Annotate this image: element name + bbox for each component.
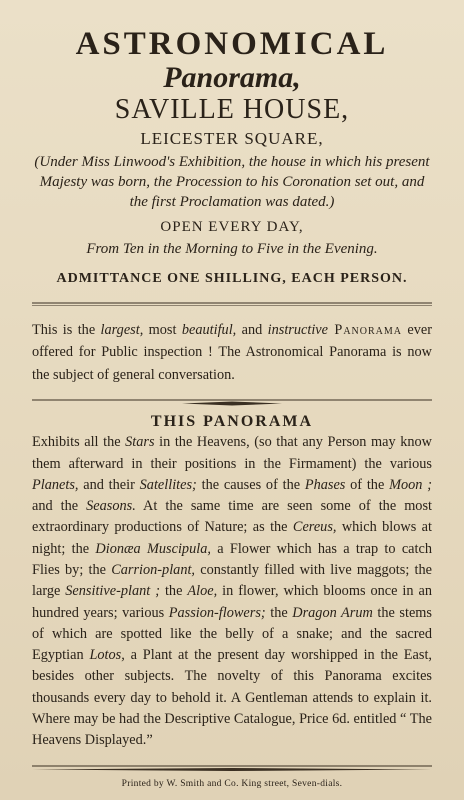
section-body: Exhibits all the Stars in the Heavens, (so that any Person may know them afterward in their positions in the Firmament) the various Planets, and their Satellites; the causes of the Phases of the Moon ; and the Seasons. At the same time are seen some of the most extraordinary productions of Nature; as the Cereus, which blows at night; the Dionæa Muscipula, a Flower which has a trap to catch Flies by; the Carrion-plant, constantly filled with live maggots; the large Sensitive-plant ; the Aloe, in flower, which blooms once in an hundred years; various Passion-flowers; the Dragon Arum the stems of which are spotted like the belly of a snake; and the sacred Egyptian Lotos, a Plant at the present day worshipped in the East, besides other subjects. The novelty of this Panorama excites thousands every day to behold it. A Gentleman attends to explain it. Where may be had the Descriptive Catalogue, Price 6d. entitled “ The Heavens Displayed.” bbox=[32, 434, 433, 749]
section-heading: THIS PANORAMA bbox=[150, 413, 314, 431]
header-block bbox=[32, 26, 432, 150]
admittance-price: ADMITTANCE ONE SHILLING, EACH PERSON. bbox=[56, 271, 408, 286]
venue-note: (Under Miss Linwood's Exhibition, the house in which his present Majesty was born, the Procession to his Coronation set out, and the first Proclamation was dated.) bbox=[34, 154, 430, 210]
opening-block bbox=[32, 217, 432, 289]
printer-imprint: Printed by W. Smith and Co. King street, Seven-dials. bbox=[121, 778, 343, 789]
intro-paragraph: This is the largest, most beautiful, and instructive Panorama ever offered for Public inspection ! The Astronomical Panorama is now the subject of general conversation. bbox=[32, 322, 432, 383]
opening-days: OPEN EVERY DAY, bbox=[160, 219, 304, 235]
page-subtitle: Panorama, bbox=[163, 61, 301, 94]
divider-rule-2 bbox=[32, 398, 432, 406]
page-title: ASTRONOMICAL bbox=[75, 26, 389, 62]
venue-name: SAVILLE HOUSE, bbox=[114, 94, 350, 125]
divider-rule-3 bbox=[32, 764, 432, 772]
opening-hours: From Ten in the Morning to Five in the Evening. bbox=[86, 241, 378, 257]
divider-rule-1 bbox=[32, 301, 432, 307]
venue-location: LEICESTER SQUARE, bbox=[140, 129, 324, 148]
